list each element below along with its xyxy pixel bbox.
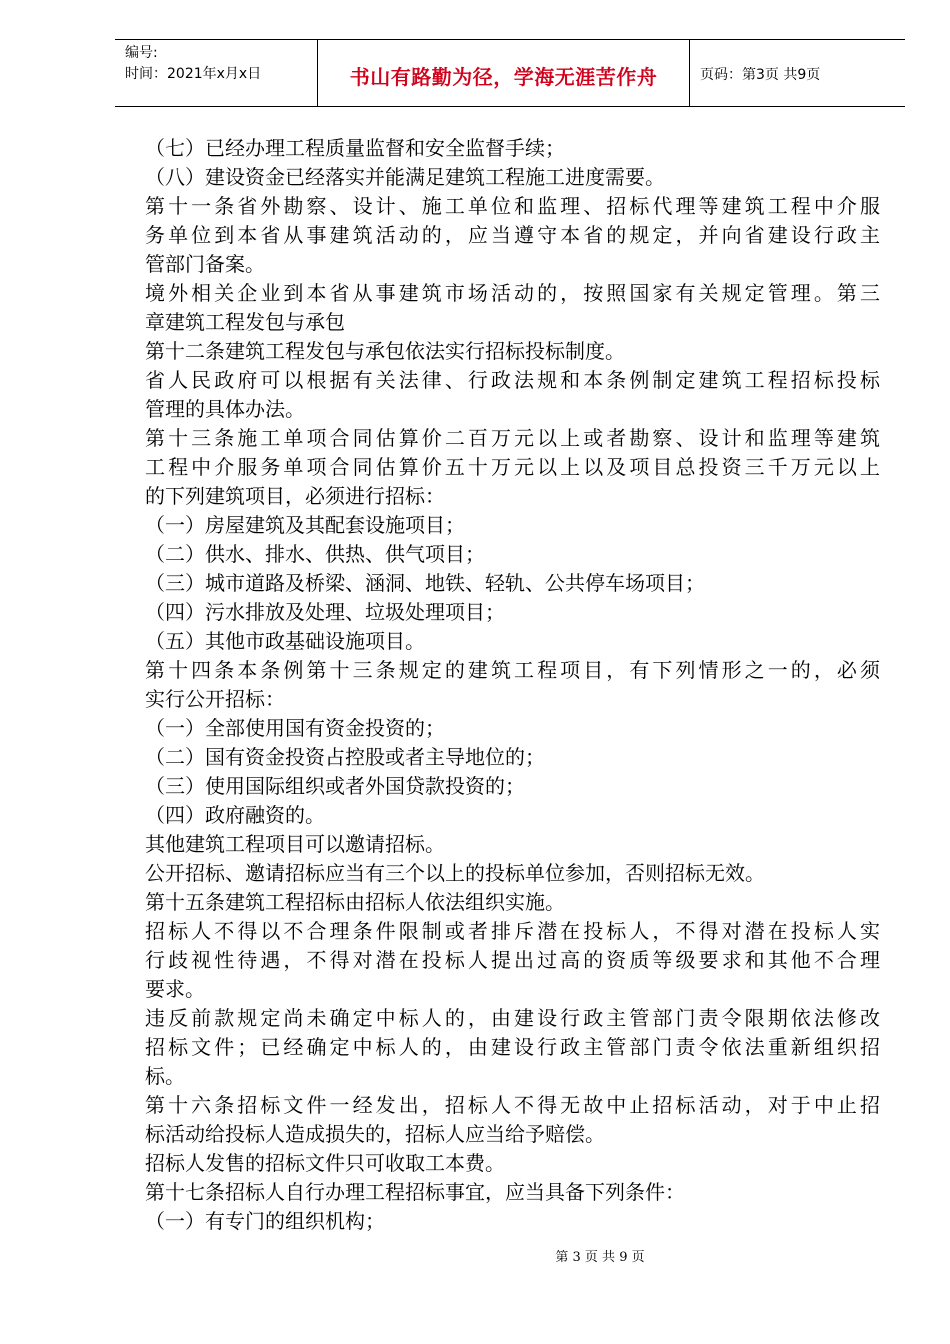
text-line: （二）供水、排水、供热、供气项目；: [145, 542, 485, 566]
page-header: [115, 39, 905, 107]
text-line: 章建筑工程发包与承包: [145, 310, 345, 334]
text-line: 第十四条本条例第十三条规定的建筑工程项目，有下列情形之一的，必须: [145, 658, 880, 682]
text-line: 管部门备案。: [145, 252, 265, 276]
text-line: （三）使用国际组织或者外国贷款投资的；: [145, 774, 525, 798]
text-line: 招标文件；已经确定中标人的，由建设行政主管部门责令依法重新组织招: [145, 1035, 880, 1059]
text-line: （一）有专门的组织机构；: [145, 1209, 385, 1233]
text-line: （一）全部使用国有资金投资的；: [145, 716, 445, 740]
text-line: 实行公开招标：: [145, 687, 285, 711]
motto: 书山有路勤为径，学海无涯苦作舟: [349, 64, 658, 89]
text-line: 行歧视性待遇，不得对潜在投标人提出过高的资质等级要求和其他不合理: [145, 948, 880, 972]
text-line: 要求。: [145, 977, 205, 1001]
text-line: （五）其他市政基础设施项目。: [145, 629, 425, 653]
document-body: [145, 134, 880, 1236]
code-label: 编号:: [125, 45, 158, 61]
page-footer: [0, 1246, 950, 1265]
text-line: （三）城市道路及桥梁、涵洞、地铁、轻轨、公共停车场项目；: [145, 571, 705, 595]
text-line: 标活动给投标人造成损失的，招标人应当给予赔偿。: [145, 1122, 605, 1146]
text-line: （四）污水排放及处理、垃圾处理项目；: [145, 600, 505, 624]
text-line: 工程中介服务单项合同估算价五十万元以上以及项目总投资三千万元以上: [145, 455, 880, 479]
text-line: 违反前款规定尚未确定中标人的，由建设行政主管部门责令限期依法修改: [145, 1006, 880, 1030]
text-line: 第十二条建筑工程发包与承包依法实行招标投标制度。: [145, 339, 625, 363]
text-line: 第十六条招标文件一经发出，招标人不得无故中止招标活动，对于中止招: [145, 1093, 880, 1117]
text-line: 其他建筑工程项目可以邀请招标。: [145, 832, 445, 856]
header-meta: [115, 40, 318, 106]
text-line: 第十三条施工单项合同估算价二百万元以上或者勘察、设计和监理等建筑: [145, 426, 880, 450]
text-line: 公开招标、邀请招标应当有三个以上的投标单位参加，否则招标无效。: [145, 861, 765, 885]
text-line: 招标人发售的招标文件只可收取工本费。: [145, 1151, 505, 1175]
page-info: 页码：第3页 共9页: [700, 67, 821, 83]
text-line: 管理的具体办法。: [145, 397, 305, 421]
text-line: 标。: [145, 1064, 185, 1088]
text-line: 第十七条招标人自行办理工程招标事宜，应当具备下列条件：: [145, 1180, 685, 1204]
footer-page-number: 第 3 页 共 9 页: [555, 1250, 645, 1265]
text-line: （八）建设资金已经落实并能满足建筑工程施工进度需要。: [145, 165, 665, 189]
text-line: （七）已经办理工程质量监督和安全监督手续；: [145, 136, 565, 160]
text-line: （一）房屋建筑及其配套设施项目；: [145, 513, 465, 537]
text-line: 第十一条省外勘察、设计、施工单位和监理、招标代理等建筑工程中介服: [145, 194, 880, 218]
text-line: 境外相关企业到本省从事建筑市场活动的，按照国家有关规定管理。第三: [145, 281, 880, 305]
text-line: 的下列建筑项目，必须进行招标：: [145, 484, 445, 508]
header-page-info-cell: [690, 40, 905, 106]
text-line: （四）政府融资的。: [145, 803, 325, 827]
text-line: 招标人不得以不合理条件限制或者排斥潜在投标人，不得对潜在投标人实: [145, 919, 880, 943]
header-motto-cell: [318, 40, 690, 106]
text-line: （二）国有资金投资占控股或者主导地位的；: [145, 745, 545, 769]
time-label: 时间：2021年x月x日: [125, 66, 262, 82]
text-line: 务单位到本省从事建筑活动的，应当遵守本省的规定，并向省建设行政主: [145, 223, 880, 247]
text-line: 第十五条建筑工程招标由招标人依法组织实施。: [145, 890, 565, 914]
text-line: 省人民政府可以根据有关法律、行政法规和本条例制定建筑工程招标投标: [145, 368, 880, 392]
